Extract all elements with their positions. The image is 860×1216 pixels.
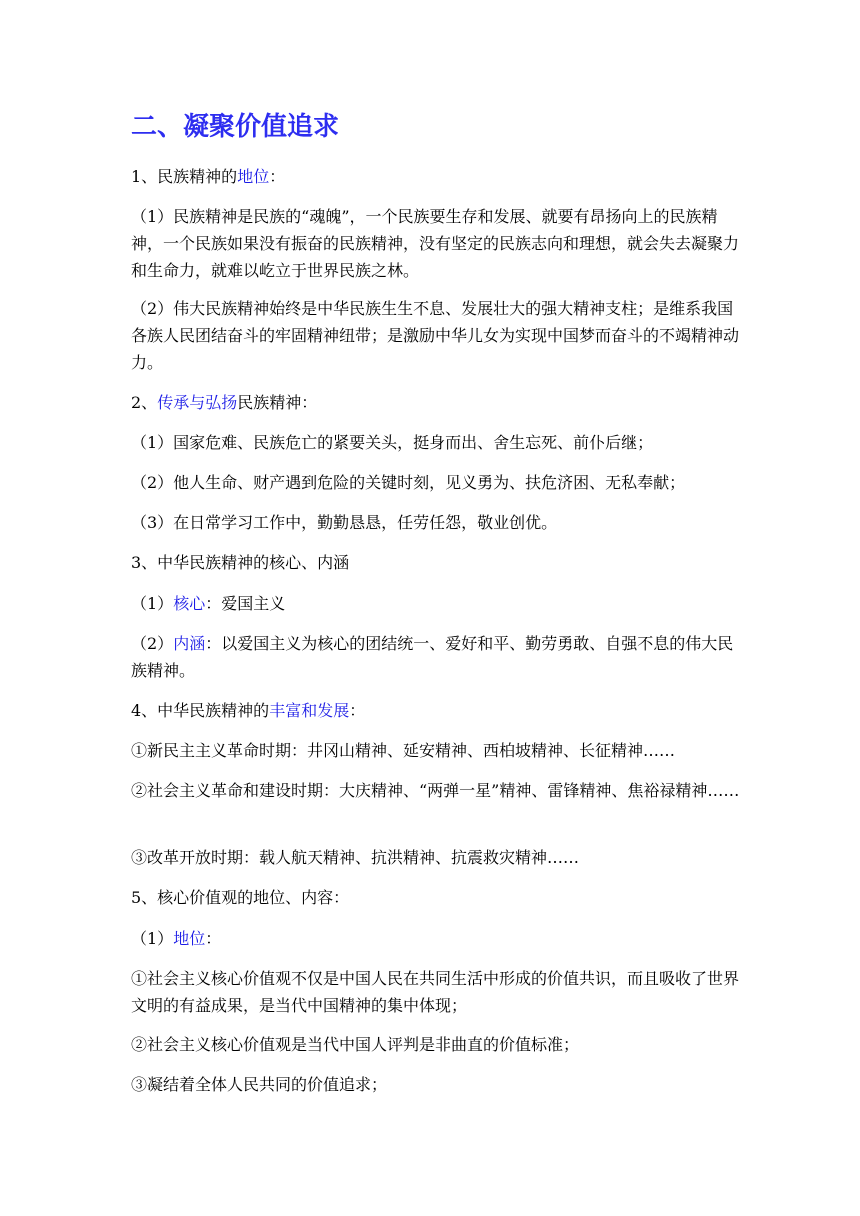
s3-item-2-highlight: 内涵: [173, 634, 206, 653]
s4-heading-post: ：: [349, 701, 366, 720]
s4-item-2: ②社会主义革命和建设时期：大庆精神、“两弹一星”精神、雷锋精神、焦裕禄精神……: [131, 781, 740, 800]
s4-item-1: ①新民主主义革命时期：井冈山精神、延安精神、西柏坡精神、长征精神……: [131, 741, 676, 760]
s2-item-3: （3）在日常学习工作中，勤勤恳恳，任劳任怨，敬业创优。: [131, 513, 558, 532]
s2-heading: [131, 389, 742, 416]
s5-subheading: [131, 925, 742, 952]
s3-item-1-pre: （1）: [131, 594, 174, 613]
s1-paragraph-1: （1）民族精神是民族的“魂魄”，一个民族要生存和发展、就要有昂扬向上的民族精神，一个民族如果没有振奋的民族精神，没有坚定的民族志向和理想，就会失去凝聚力和生命力，就难以屹立于世界民族之林。: [131, 207, 740, 280]
s5-subheading-post: ：: [205, 929, 222, 948]
s1-paragraph-2: （2）伟大民族精神始终是中华民族生生不息、发展壮大的强大精神支柱；是维系我国各族人民团结奋斗的牢固精神纽带；是激励中华儿女为实现中国梦而奋斗的不竭精神动力。: [131, 299, 740, 372]
s2-item-1: （1）国家危难、民族危亡的紧要关头，挺身而出、舍生忘死、前仆后继；: [131, 433, 654, 452]
s3-item-1: [131, 590, 742, 617]
s5-item-3: ③凝结着全体人民共同的价值追求；: [131, 1075, 388, 1094]
s5-subheading-pre: （1）: [131, 929, 174, 948]
s4-item-3: ③改革开放时期：载人航天精神、抗洪精神、抗震救灾精神……: [131, 848, 580, 867]
s3-item-1-highlight: 核心: [173, 594, 206, 613]
s4-heading: [131, 697, 742, 724]
s5-item-1: ①社会主义核心价值观不仅是中国人民在共同生活中形成的价值共识，而且吸收了世界文明的有益成果，是当代中国精神的集中体现；: [131, 969, 740, 1015]
s3-heading: 3、中华民族精神的核心、内涵: [131, 553, 350, 572]
s3-item-2-pre: （2）: [131, 634, 174, 653]
s2-heading-post: 民族精神：: [237, 393, 318, 412]
s1-heading-highlight: 地位: [237, 167, 270, 186]
s4-heading-pre: 4、中华民族精神的: [131, 701, 270, 720]
s1-heading: [131, 163, 742, 190]
s2-item-2: （2）他人生命、财产遇到危险的关键时刻，见义勇为、扶危济困、无私奉献；: [131, 473, 686, 492]
s1-heading-pre: 1、民族精神的: [131, 167, 238, 186]
section-title: 二、凝聚价值追求: [131, 112, 340, 142]
s5-subheading-highlight: 地位: [173, 929, 206, 948]
s2-heading-pre: 2、: [131, 393, 158, 412]
s5-heading: 5、核心价值观的地位、内容：: [131, 888, 350, 907]
s5-item-2: ②社会主义核心价值观是当代中国人评判是非曲直的价值标准；: [131, 1035, 580, 1054]
s1-heading-post: ：: [269, 167, 286, 186]
s4-heading-highlight: 丰富和发展: [269, 701, 350, 720]
s2-heading-highlight: 传承与弘扬: [157, 393, 238, 412]
s3-item-2: [131, 630, 742, 684]
s3-item-1-post: ：爱国主义: [205, 594, 286, 613]
s3-item-2-post: ：以爱国主义为核心的团结统一、爱好和平、勤劳勇敢、自强不息的伟大民族精神。: [131, 634, 734, 680]
